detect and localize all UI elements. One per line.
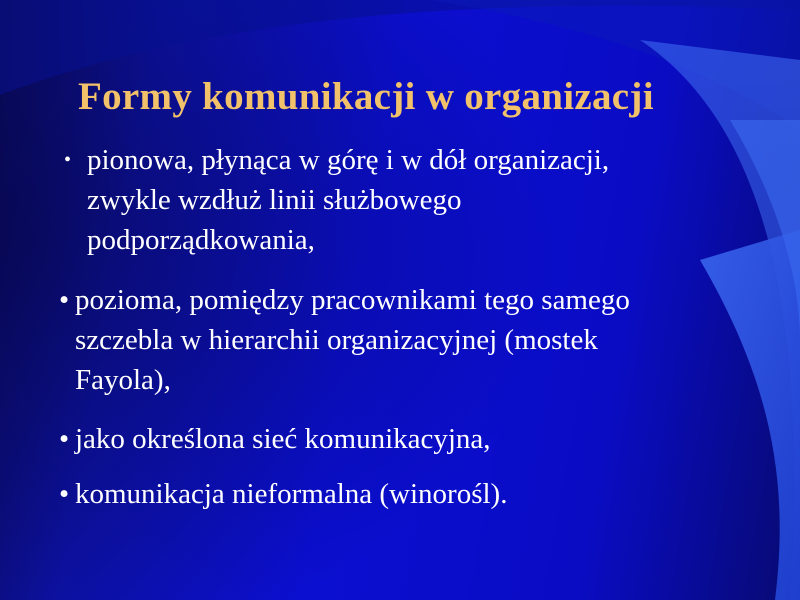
bullet-dot: •: [59, 284, 70, 316]
bullet-item-network: [55, 419, 775, 459]
bullet-dot: •: [59, 478, 70, 510]
bullet-item-informal: [55, 474, 775, 514]
bullet-line: szczebla w hierarchii organizacyjnej (mostek: [75, 324, 598, 356]
bullet-dot: •: [64, 149, 72, 171]
bullet-dot: •: [59, 423, 70, 455]
bullet-line: Fayola),: [75, 364, 171, 396]
bullet-list: [55, 140, 775, 514]
bullet-line: zwykle wzdłuż linii służbowego: [87, 184, 462, 216]
bullet-line: pionowa, płynąca w górę i w dół organizacji,: [87, 144, 610, 176]
bullet-item-vertical: [64, 140, 787, 260]
slide-title: Formy komunikacji w organizacji: [78, 75, 654, 118]
bullet-line: pozioma, pomiędzy pracownikami tego samego: [75, 284, 630, 316]
bullet-item-horizontal: [55, 280, 775, 400]
bullet-line: jako określona sieć komunikacyjna,: [75, 423, 491, 455]
bullet-line: komunikacja nieformalna (winorośl).: [75, 478, 508, 510]
bullet-line: podporządkowania,: [87, 224, 315, 256]
